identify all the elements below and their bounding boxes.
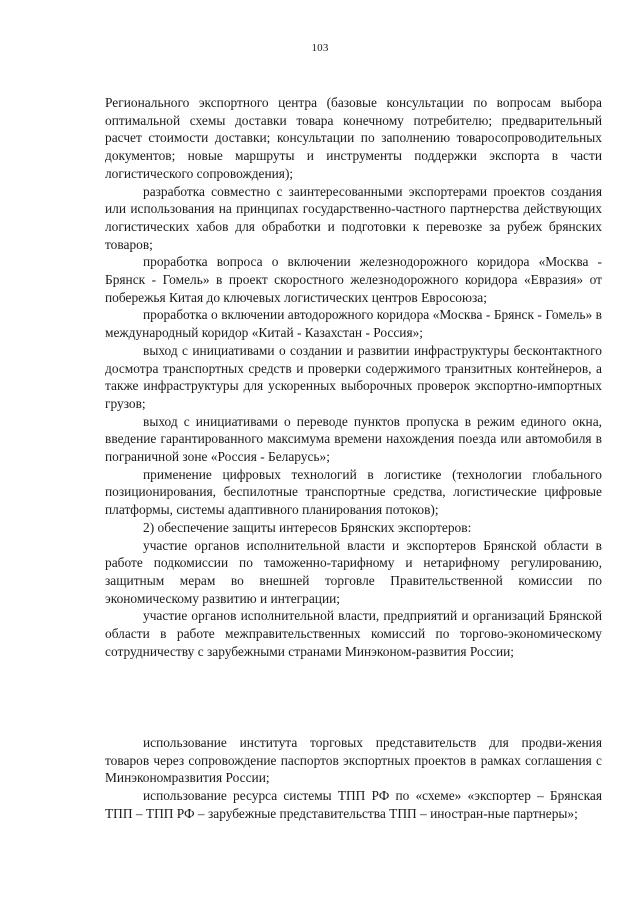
paragraph: участие органов исполнительной власти, предприятий и организаций Брянской области в работе межправительственных комиссий по торгово-экономическому сотрудничеству с зарубежными странами Минэконом-развития России;: [105, 608, 602, 659]
paragraph: выход с инициативами о переводе пунктов пропуска в режим единого окна, введение гарантированного максимума времени нахождения поезда или автомобиля в пограничной зоне «Россия - Беларусь»;: [105, 413, 602, 465]
paragraph: проработка вопроса о включении железнодорожного коридора «Москва - Брянск - Гомель» в проект скоростного железнодорожного коридора «Евразия» от побережья Китая до ключевых логистических центров Евросоюза;: [105, 254, 602, 305]
paragraph: участие органов исполнительной власти и экспортеров Брянской области в работе подкомиссии по таможенно-тарифному и нетарифному регулированию, защитным мерам во внешней торговле Правительственной комиссии по экономическому развитию и интеграции;: [105, 537, 602, 606]
page-number: 103: [311, 42, 329, 54]
paragraph: Регионального экспортного центра (базовые консультации по вопросам выбора оптимальной схемы доставки товара конечному потребителю; предварительный расчет стоимости доставки; консультации по заполнению товаросопроводительных документов; новые маршруты и инструменты поддержки экспорта в части логистического сопровождения);: [105, 95, 602, 181]
paragraph: разработка совместно с заинтересованными экспортерами проектов создания или использования на принципах государственно-частного партнерства действующих логистических хабов для обработки и подготовки к перевозке за рубеж брянских товаров;: [105, 183, 602, 252]
section-heading: 2) обеспечение защиты интересов Брянских экспортеров:: [143, 519, 472, 535]
paragraph: выход с инициативами о создании и развитии инфраструктуры бесконтактного досмотра транспортных средств и проверки содержимого транзитных контейнеров, а также инфраструктуры для ускоренных выборочных проверок экспортно-импортных грузов;: [105, 342, 602, 411]
paragraph: использование института торговых представительств для продви-жения товаров через сопровождение паспортов экспортных проектов в рамках соглашения с Минэкономразвития России;: [105, 735, 602, 786]
paragraph: использование ресурса системы ТПП РФ по «схеме» «экспортер – Брянская ТПП – ТПП РФ – зарубежные представительства ТПП – иностран-ные партнеры»;: [105, 788, 602, 821]
paragraph: проработка о включении автодорожного коридора «Москва - Брянск - Гомель» в международный коридор «Китай - Казахстан - Россия»;: [105, 307, 602, 341]
body-text-bottom: [105, 734, 602, 823]
body-text-top: [105, 94, 602, 661]
paragraph: применение цифровых технологий в логистике (технологии глобального позиционирования, беспилотные транспортные средства, логистические цифровые платформы, системы адаптивного планирования потоков);: [105, 466, 602, 518]
